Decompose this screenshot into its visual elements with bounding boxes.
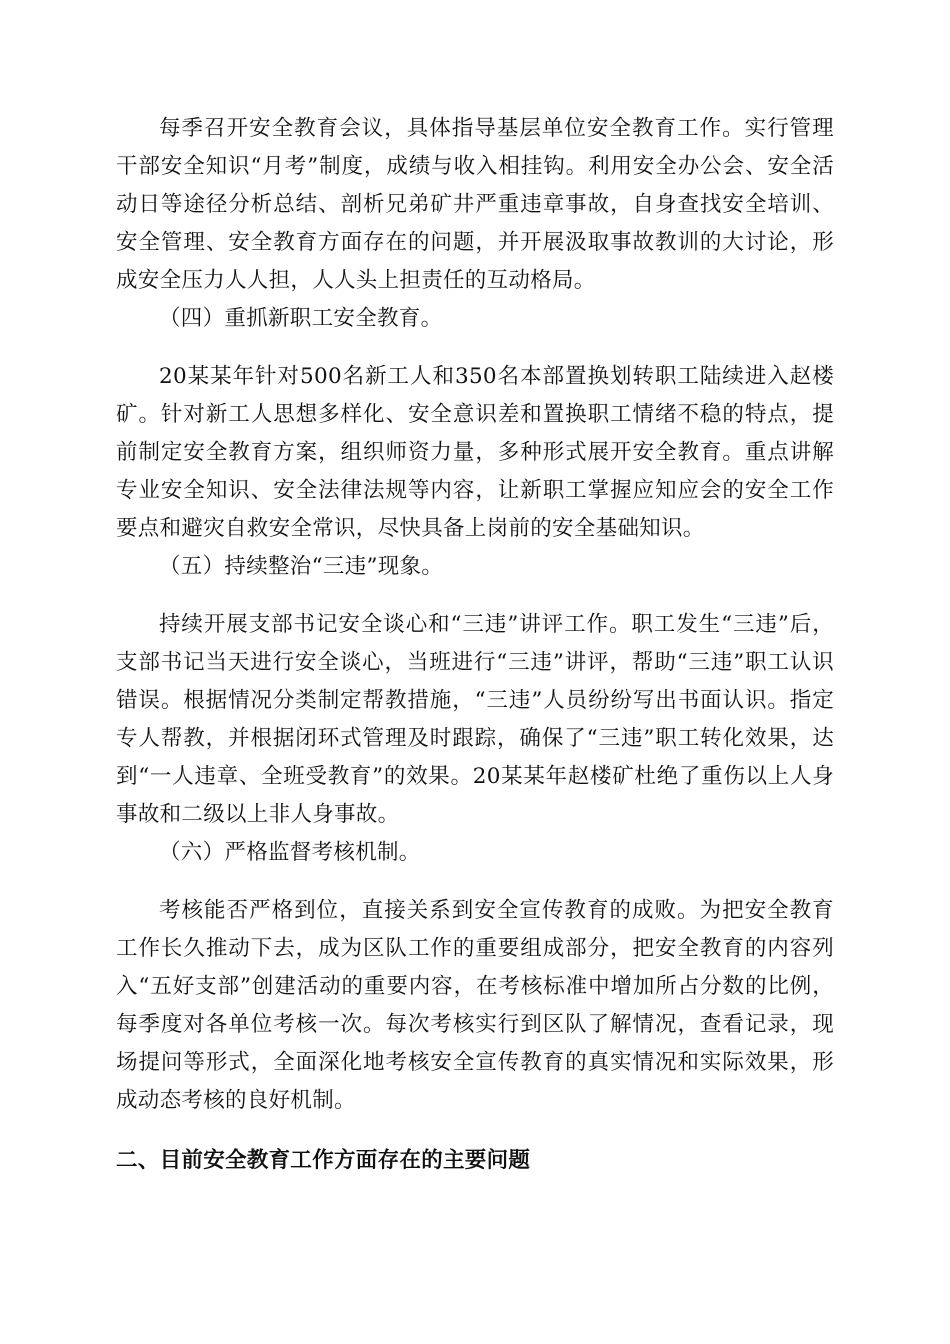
- heading-supervision-assessment: （六）严格监督考核机制。: [159, 840, 421, 865]
- heading-new-worker-education: （四）重抓新职工安全教育。: [159, 306, 443, 331]
- paragraph-new-workers: 20某某年针对500名新工人和350名本部置换划转职工陆续进入赵楼矿。针对新工人思想多样化、安全意识差和置换职工情绪不稳的特点，提前制定安全教育方案，组织师资力量，多种形式展开安全教育。重点讲解专业安全知识、安全法律法规等内容，让新职工掌握应知应会的安全工作要点和避灾自救安全常识，尽快具备上岗前的安全基础知识。: [116, 364, 834, 541]
- section-title-main-problems: 二、目前安全教育工作方面存在的主要问题: [116, 1148, 531, 1173]
- heading-three-violations: （五）持续整治“三违”现象。: [159, 554, 444, 579]
- paragraph-monthly-exam: 每季召开安全教育会议，具体指导基层单位安全教育工作。实行管理干部安全知识“月考”制度，成绩与收入相挂钩。利用安全办公会、安全活动日等途径分析总结、剖析兄弟矿井严重违章事故，自身查找安全培训、安全管理、安全教育方面存在的问题，并开展汲取事故教训的大讨论，形成安全压力人人担，人人头上担责任的互动格局。: [116, 116, 834, 293]
- paragraph-three-violations: 持续开展支部书记安全谈心和“三违”讲评工作。职工发生“三违”后，支部书记当天进行安全谈心，当班进行“三违”讲评，帮助“三违”职工认识错误。根据情况分类制定帮教措施，“三违”人员纷纷写出书面认识。指定专人帮教，并根据闭环式管理及时跟踪，确保了“三违”职工转化效果，达到“一人违章、全班受教育”的效果。20某某年赵楼矿杜绝了重伤以上人身事故和二级以上非人身事故。: [116, 612, 834, 827]
- document-body: [116, 110, 834, 1180]
- paragraph-assessment: 考核能否严格到位，直接关系到安全宣传教育的成败。为把安全教育工作长久推动下去，成为区队工作的重要组成部分，把安全教育的内容列入“五好支部”创建活动的重要内容，在考核标准中增加所占分数的比例，每季度对各单位考核一次。每次考核实行到区队了解情况，查看记录，现场提问等形式，全面深化地考核安全宣传教育的真实情况和实际效果，形成动态考核的良好机制。: [116, 898, 834, 1113]
